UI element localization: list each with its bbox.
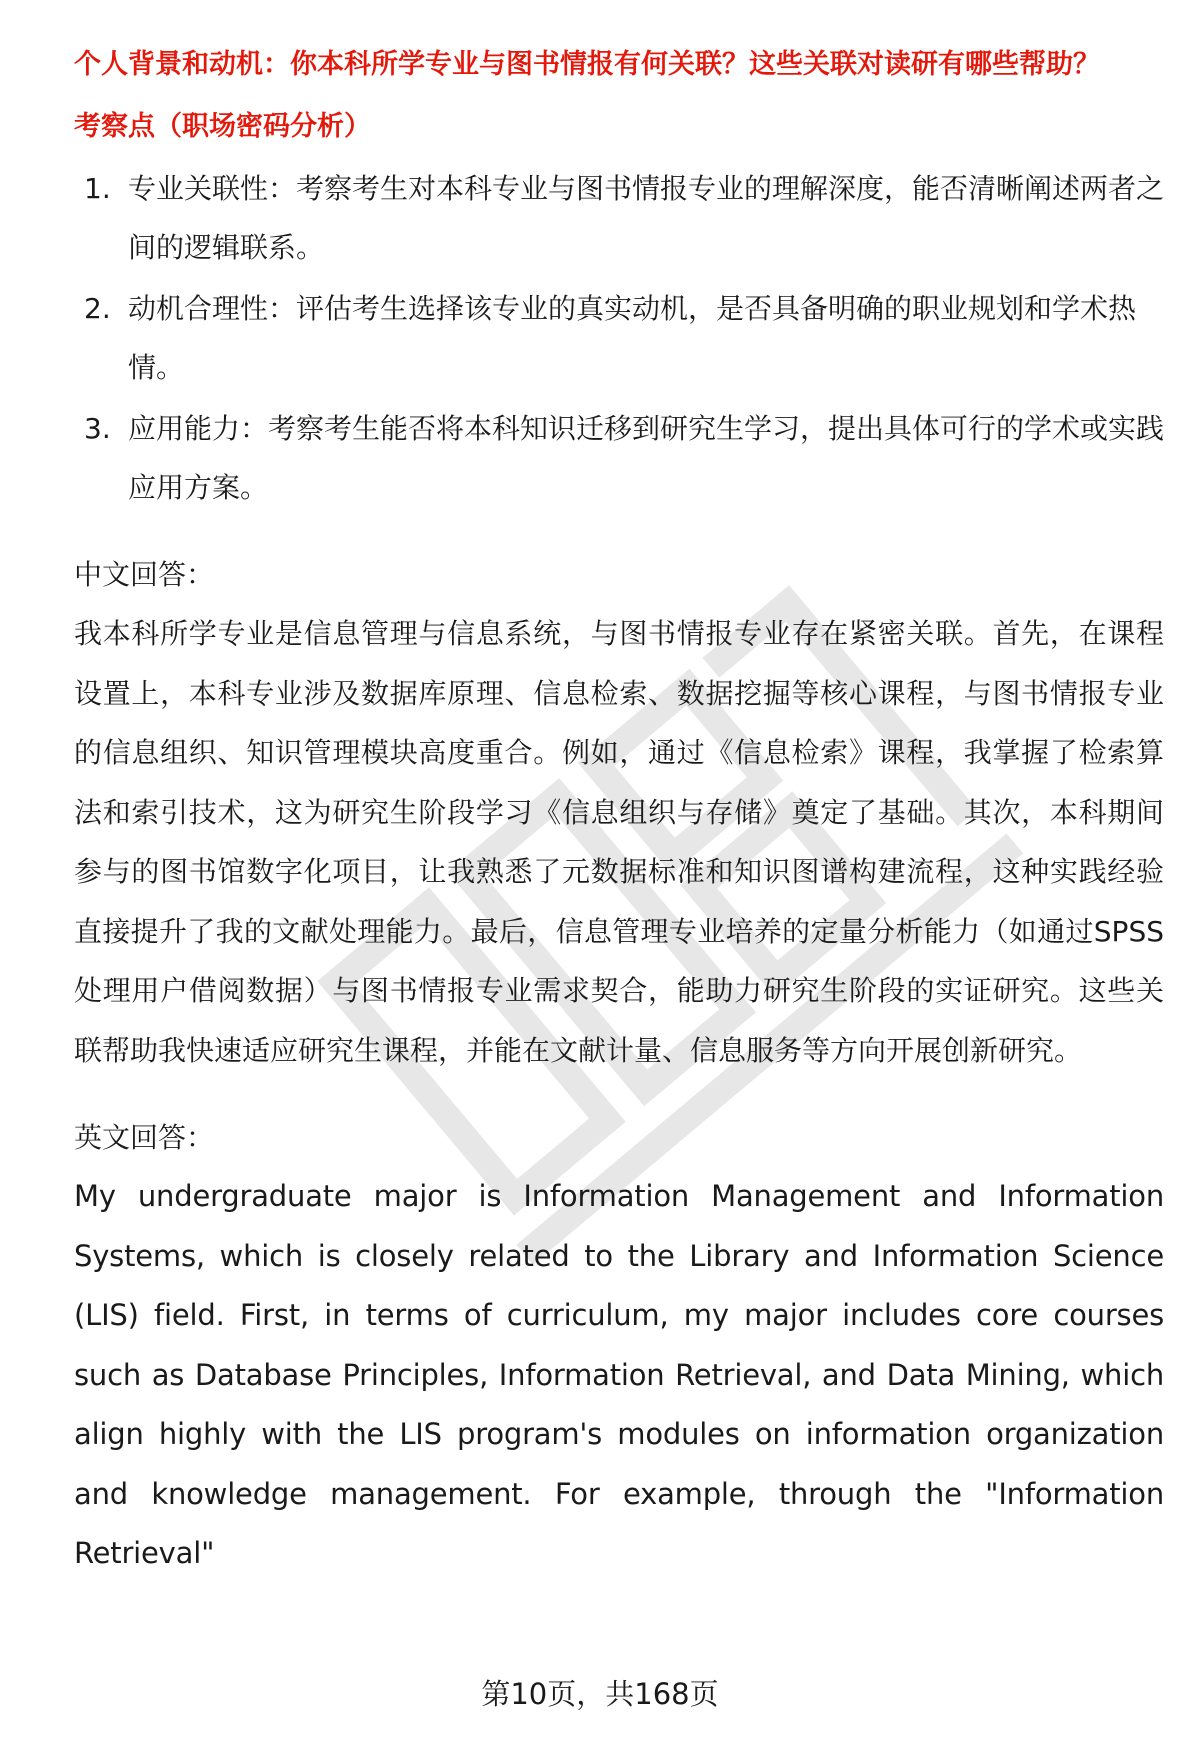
list-item <box>74 279 1164 397</box>
main-content <box>74 44 1164 1584</box>
list-number: 3. <box>84 412 111 445</box>
exam-points-title: 考察点（职场密码分析） <box>74 111 371 142</box>
list-number: 2. <box>84 292 111 325</box>
list-number: 1. <box>84 172 111 205</box>
english-answer-label: 英文回答： <box>74 1121 215 1154</box>
list-item-text: 应用能力：考察考生能否将本科知识迁移到研究生学习，提出具体可行的学术或实践应用方案。 <box>128 412 1165 504</box>
list-item-text: 专业关联性：考察考生对本科专业与图书情报专业的理解深度，能否清晰阐述两者之间的逻辑联系。 <box>128 172 1165 264</box>
question-heading: 个人背景和动机：你本科所学专业与图书情报有何关联？这些关联对读研有哪些帮助？ <box>74 49 1100 80</box>
list-item <box>74 399 1164 517</box>
chinese-answer-label: 中文回答： <box>74 558 215 591</box>
english-answer-text: My undergraduate major is Information Management and Information Systems, which is closely related to the Library and Information Science (LIS) field. First, in terms of curriculum, my major includes core courses such as Database Principles, Information Retrieval, and Data Mining, which align highly with the LIS program's modules on information organization and knowledge management. For example, through the "Information Retrieval" <box>74 1179 1164 1570</box>
exam-points-list <box>74 159 1164 517</box>
list-item-text: 动机合理性：评估考生选择该专业的真实动机，是否具备明确的职业规划和学术热情。 <box>128 292 1137 384</box>
page-footer: 第10页，共168页 <box>481 1677 719 1711</box>
list-item <box>74 159 1164 277</box>
chinese-answer-text: 我本科所学专业是信息管理与信息系统，与图书情报专业存在紧密关联。首先，在课程设置上，本科专业涉及数据库原理、信息检索、数据挖掘等核心课程，与图书情报专业的信息组织、知识管理模块高度重合。例如，通过《信息检索》课程，我掌握了检索算法和索引技术，这为研究生阶段学习《信息组织与存储》奠定了基础。其次，本科期间参与的图书馆数字化项目，让我熟悉了元数据标准和知识图谱构建流程，这种实践经验直接提升了我的文献处理能力。最后，信息管理专业培养的定量分析能力（如通过SPSS处理用户借阅数据）与图书情报专业需求契合，能助力研究生阶段的实证研究。这些关联帮助我快速适应研究生课程，并能在文献计量、信息服务等方向开展创新研究。 <box>74 617 1164 1067</box>
